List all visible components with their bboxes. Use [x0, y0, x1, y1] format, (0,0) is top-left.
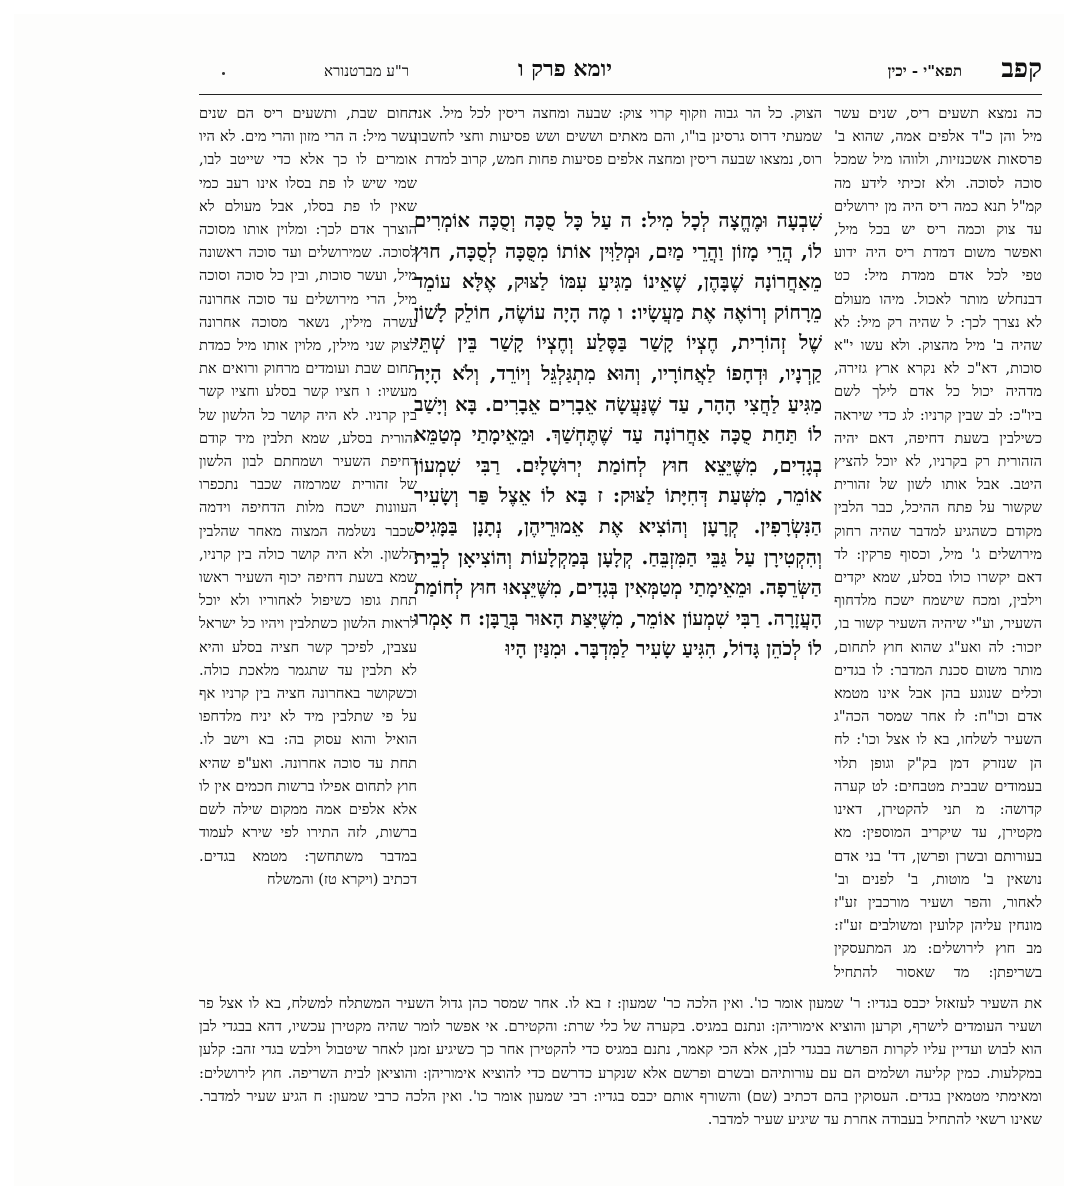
running-head-left: ר"ע מברטנורא: [324, 62, 410, 80]
page-sheet: [14, 14, 1064, 1186]
page-header: [74, 54, 1042, 90]
page-title: יומא פרק ו: [517, 56, 612, 82]
bottom-strip-text: את השעיר לעזאזל יכבס בגדיו: ר' שמעון אומר כו'. ואין הלכה כר' שמעון: ז בא לו. אחר שמסר כהן גדול השעיר המשתלח למשלח, בא לו אצל פר ושעיר העומדים לישרף, וקרען והוציא אימוריהן: ונתנם במגיס. בקערה של כלי שרת: והקטירם. אי אפשר לומר שהיה מקטירן עכשיו, דהא בבגדי לבן הוא לבוש ועדיין עליו לקרות הפרשה בבגדי לבן, אלא הכי קאמר, נתנם במגיס כדי להקטירן אחר כך כשיגיע זמנן לאחר שיטבול וילבש בגדי זהב: קלען במקלעות. כמין קליעה ושלמים הם עם עורותיהם ובשרם ופרשם אלא שנקרע כדרשם כדי להוציא אימוריהן: והוציאן לבית השריפה. חוץ לירושלים: ומאימתי מטמאין בגדים. העסוקין בהם דכתיב (שם) והשורף אותם יכבס בגדיו: רבי שמעון אומר כו'. ואין הלכה כרבי שמעון: ח הגיע שעיר למדבר. שאינו רשאי להתחיל בעבודה אחרת עד שיגיע שעיר למדבר.: [199, 995, 1042, 1129]
mishnah-text: שִׁבְעָה וּמֶחֱצָה לְכָל מִיל: ה עַל כָּל סֻכָּה וְסֻכָּה אוֹמְרִים לוֹ, הֲרֵי מָזוֹן וַהֲרֵי מַיִם, וּמְלַוִּין אוֹתוֹ מִסֻּכָּה לְסֻכָּה, חוּץ מֵאַחֲרוֹנָה שֶׁבָּהֶן, שֶׁאֵינוֹ מַגִּיעַ עִמּוֹ לַצּוּק, אֶלָּא עוֹמֵד מֵרָחוֹק וְרוֹאֶה אֶת מַעֲשָׂיו: ו מֶה הָיָה עוֹשֶׂה, חוֹלֵק לָשׁוֹן שֶׁל זְהוֹרִית, חֶצְיוֹ קָשַׁר בַּסֶּלַע וְחֶצְיוֹ קָשַׁר בֵּין שְׁתֵּי קַרְנָיו, וּדְחָפוֹ לַאֲחוֹרָיו, וְהוּא מִתְגַּלְגֵּל וְיוֹרֵד, וְלֹא הָיָה מַגִּיעַ לַחֲצִי הָהָר, עַד שֶׁנַּעֲשָׂה אֵבָרִים אֵבָרִים. בָּא וְיָשַׁב לוֹ תַּחַת סֻכָּה אַחֲרוֹנָה עַד שֶׁתֶּחְשַׁךְ. וּמֵאֵימָתַי מְטַמֵּא בְגָדִים, מִשֶּׁיֵּצֵא חוּץ לְחוֹמַת יְרוּשָׁלָיִם. רַבִּי שִׁמְעוֹן אוֹמֵר, מִשְּׁעַת דְּחִיָּתוֹ לַצּוּק: ז בָּא לוֹ אֵצֶל פַּר וְשָׂעִיר הַנִּשְׂרָפִין. קְרָעָן וְהוֹצִיא אֶת אֵמוּרֵיהֶן, נְתָנָן בַּמָּגִיס וְהִקְטִירָן עַל גַּבֵּי הַמִּזְבֵּחַ. קְלָעָן בְּמַקְלָעוֹת וְהוֹצִיאָן לְבֵית הַשְּׂרֵפָה. וּמֵאֵימָתַי מְטַמְּאִין בְּגָדִים, מִשֶּׁיֵּצְאוּ חוּץ לְחוֹמַת הָעֲזָרָה. רַבִּי שִׁמְעוֹן אוֹמֵר, מִשֶּׁיִּצַּת הָאוּר בְּרֻבָּן: ח אָמְרוּ לוֹ לְכֹהֵן גָּדוֹל, הִגִּיעַ שָׂעִיר לַמִּדְבָּר. וּמִנַּיִן הָיוּ: [414, 209, 822, 661]
commentary-top-strip: [414, 102, 822, 198]
commentary-bartenura: [199, 102, 417, 986]
mishnah-text-column: [414, 206, 822, 986]
commentary-right-text: כה נמצא תשעים ריס, שנים עשר מיל והן כ"ד אלפים אמה, שהוא ב' פרסאות אשכנזיות, ולווהו מיל שמכל סוכה לסוכה. ולא זכיתי לידע מה קמ"ל תנא כמה ריס היה מן ירושלים עד צוק וכמה ריס יש בכל מיל, ואפשר משום דמדת ריס היה ידוע טפי לכל אדם ממדת מיל: כט דבנחלש מותר לאכול. מיהו מעולם לא נצרך לכך: ל שהיה רק מיל: לא שהיה ב' מיל מהצוק. ולא עשו י"א סוכות, דא"כ לא נקרא ארץ גזירה, מדהיה יכול כל אדם לילך לשם ביו"כ: לב שבין קרניו: לג כדי שיראה כשילבין בשעת דחיפה, דאם יהיה הזהורית רק בקרניו, לא יוכל להציץ היטב. אבל אותו לשון של זהורית שקשור על פתח ההיכל, כבר הלבין מקודם כשהגיע למדבר שהיה רחוק מירושלים ג' מיל, וכסוף פרקין: לד דאם יקשרו כולו בסלע, שמא יקדים וילבין, ומכח שישמח ישכח מלדחוף השעיר, וע"י שיהיה השעיר קשור בו, יזכור: לה ואע"ג שהוא חוץ לתחום, מותר משום סכנת המדבר: לו בגדים וכלים שנוגע בהן אבל אינו מטמא אדם וכו"ח: לז אחר שמסר הכה"ג השעיר לשלחו, בא לו אצל וכו': לח הן שנזרק דמן בק"ק וגופן תלוי בעמודים שבבית מטבחים: לט קערה קדושה: מ תני להקטירן, דאינו מקטירן, עד שיקריב המוספין: מא בעורותם ובשרן ופרשן, דד' בני אדם נושאין ב' מוטות, ב' לפנים וב' לאחור, והפר ושעיר מורכבין זע"ז מונחין עליהן קלועין ומשולבים זע"ז: מב חוץ לירושלים: מג המתעסקין בשריפתן: מד שאסור להתחיל: [834, 105, 1042, 981]
commentary-left-text: תחום שבת, ותשעים ריס הם שנים עשר מיל: ה הרי מזון והרי מים. לא היו אומרים לו כך אלא כדי שייטב לבו, שמי שיש לו פת בסלו אינו רעב כמי שאין לו פת בסלו, אבל מעולם לא הוצרך אדם לכך: ומלוין אותו מסוכה לסוכה. שמירושלים ועד סוכה ראשונה מיל, ועשר סוכות, ובין כל סוכה וסוכה מיל, הרי מירושלים עד סוכה אחרונה עשרה מילין, נשאר מסוכה אחרונה לצוק שני מילין, מלוין אותו מיל כמדת תחום שבת ועומדים מרחוק ורואים את מעשיו: ו חציו קשר בסלע וחציו קשר בין קרניו. לא היה קושר כל הלשון של זהורית בסלע, שמא תלבין מיד קודם דחיפת השעיר ושמחתם לבון הלשון של זהורית שמרמזה שכבר נתכפרו העוונות ישכח מלות הדחיפה וידמה שכבר נשלמה המצוה מאחר שהלבין הלשון. ולא היה קושר כולה בין קרניו, שמא בשעת דחיפה יכוף השעיר ראשו תחת גופו כשיפול לאחוריו ולא יוכל לראות הלשון כשתלבין ויהיו כל ישראל עצבין, לפיכך קשר חציה בסלע והיא לא תלבין עד שתגמר מלאכת כולה. וכשקושר באחרונה חציה בין קרניו אף על פי שתלבין מיד לא יניח מלדחפו הואיל והוא עסוק בה: בא וישב לו. תחת עד סוכה אחרונה. ואע"פ שהיא חוץ לתחום אפילו ברשות חכמים אין לו אלא אלפים אמה ממקום שילה לשם ברשות, לזה התירו לפי שירא לעמוד במדבר משתחשך: מטמא בגדים. דכתיב (ויקרא טז) והמשלח: [199, 105, 417, 888]
page-number: קפב: [1001, 54, 1042, 84]
commentary-tiferet-yisrael: [834, 102, 1042, 986]
top-strip-text: הצוק. כל הר גבוה וזקוף קרוי צוק: שבעה ומחצה ריסין לכל מיל. אני שמעתי דרוס גרסינן בו"ו, והם מאתים וששים ושש פסיעות וחצי לחשבון רוס, נמצאו שבעה ריסין ומחצה אלפים פסיעות פחות חמש, קרוב למדת: [414, 105, 822, 169]
running-head-right: תפא"י - יכין: [887, 62, 962, 80]
header-rule: [199, 94, 1042, 95]
commentary-bottom-strip: [199, 992, 1042, 1172]
